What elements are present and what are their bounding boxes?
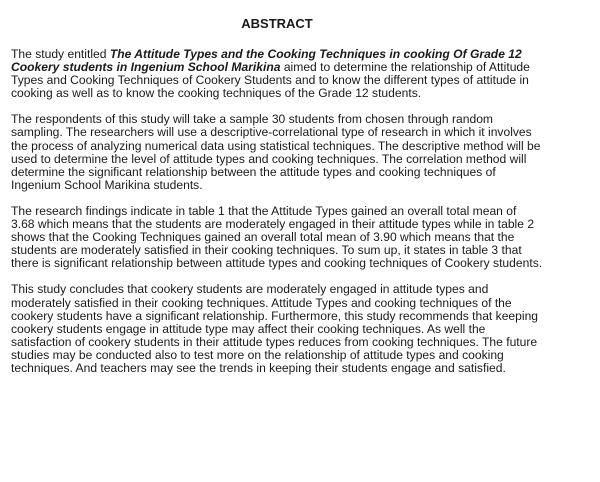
paragraph-conclusion: This study concludes that cookery students are moderately engaged in attitude types and moderately satisfied in their cooking techniques. Attitude Types and cooking techniques of the cookery students have a significant relationship. Furthermore, this study recommends that keeping cookery students engage in attitude type may affect their cooking techniques. As well the satisfaction of cookery students in their attitude types reduces from cooking techniques. The future studies may be conducted also to test more on the relationship of attitude types and cooking techniques. And teachers may see the trends in keeping their students engage and satisfied. bbox=[11, 282, 539, 375]
intro-rest-text: aimed to determine the relationship of Attitude Types and Cooking Techniques of Cookery Students and to know the different types of attitude in cooking as well as to know the cooking techniques of the Grade 12 students. bbox=[11, 60, 530, 101]
paragraph-findings: The research findings indicate in table 1 that the Attitude Types gained an overall total mean of 3.68 which means that the students are moderately engaged in their attitude types while in table 2 shows that the Cooking Techniques gained an overall total mean of 3.90 which means that the students are moderately satisfied in their cooking techniques. To sum up, it states in table 3 that there is significant relationship between attitude types and cooking techniques of Cookery students. bbox=[11, 203, 543, 271]
study-title: The Attitude Types and the Cooking Techniques in cooking Of Grade 12 Cookery students in Ingenium School Marikina bbox=[11, 47, 522, 75]
paragraph-introduction bbox=[11, 48, 543, 100]
intro-lead-text: The study entitled bbox=[11, 47, 110, 61]
paragraph-methodology: The respondents of this study will take a sample 30 students from chosen through random sampling. The researchers will use a descriptive-correlational type of research in which it involves the process of analyzing numerical data using statistical techniques. The descriptive method will be used to determine the level of attitude types and cooking techniques. The correlation method will determine the significant relationship between the attitude types and cooking techniques of Ingenium School Marikina students. bbox=[11, 112, 541, 192]
abstract-heading: ABSTRACT bbox=[241, 16, 313, 31]
abstract-page bbox=[11, 0, 543, 388]
